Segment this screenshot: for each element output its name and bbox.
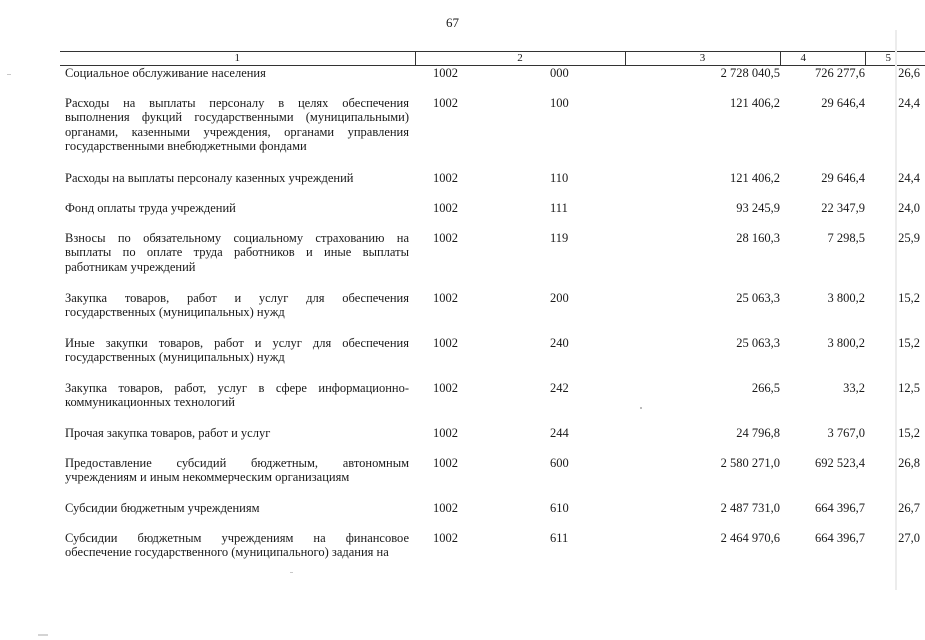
row-col5-cell: 15,2 <box>898 290 920 305</box>
row-section-cell: 1002 <box>433 95 458 110</box>
row-col3-cell: 28 160,3 <box>736 230 780 245</box>
row-name-cell: Субсидии бюджетным учреждениям <box>65 500 260 515</box>
row-col5-cell: 24,4 <box>898 170 920 185</box>
budget-table <box>60 51 925 571</box>
row-col3-cell: 121 406,2 <box>730 170 780 185</box>
row-name-cell: Закупка товаров, работ, услуг в сфере информационно-коммуникационных технологий <box>65 380 409 409</box>
row-col5-cell: 24,4 <box>898 95 920 110</box>
row-col4-cell: 3 800,2 <box>827 290 865 305</box>
row-col3-cell: 2 728 040,5 <box>720 66 780 80</box>
row-col5-cell: 25,9 <box>898 230 920 245</box>
table-row <box>60 426 925 456</box>
row-col5-cell: 27,0 <box>898 530 920 545</box>
row-name-cell: Иные закупки товаров, работ и услуг для обеспечения государственных (муниципальных) нужд <box>65 335 409 364</box>
row-name-cell: Прочая закупка товаров, работ и услуг <box>65 425 271 440</box>
row-type-cell: 240 <box>550 335 569 350</box>
row-col4-cell: 33,2 <box>843 380 865 395</box>
row-col3-cell: 266,5 <box>751 380 780 395</box>
table-row <box>60 231 925 291</box>
row-type-cell: 000 <box>550 66 569 80</box>
row-col3-cell: 93 245,9 <box>736 200 780 215</box>
header-col-4: 4 <box>780 52 865 66</box>
table-header <box>60 52 925 66</box>
table-body <box>60 66 925 571</box>
row-col3-cell: 2 580 271,0 <box>720 455 780 470</box>
row-col5-cell: 12,5 <box>898 380 920 395</box>
row-type-cell: 110 <box>550 170 569 185</box>
row-col5-cell: 26,6 <box>898 66 920 80</box>
row-col3-cell: 2 464 970,6 <box>720 530 780 545</box>
row-col5-cell: 15,2 <box>898 335 920 350</box>
row-type-cell: 242 <box>550 380 569 395</box>
row-col3-cell: 25 063,3 <box>736 335 780 350</box>
header-col-3: 3 <box>625 52 780 66</box>
row-section-cell: 1002 <box>433 66 458 80</box>
table-row <box>60 96 925 171</box>
row-col3-cell: 2 487 731,0 <box>720 500 780 515</box>
row-type-cell: 600 <box>550 455 569 470</box>
row-name-cell: Субсидии бюджетным учреждениям на финансовое обеспечение государственного (муниципального) задания на <box>65 530 409 559</box>
row-col5-cell: 15,2 <box>898 425 920 440</box>
row-section-cell: 1002 <box>433 290 458 305</box>
row-name-cell: Фонд оплаты труда учреждений <box>65 200 236 215</box>
header-col-2: 2 <box>415 52 625 66</box>
row-col5-cell: 26,7 <box>898 500 920 515</box>
header-col-1: 1 <box>60 52 415 66</box>
row-col4-cell: 22 347,9 <box>821 200 865 215</box>
row-section-cell: 1002 <box>433 200 458 215</box>
row-name-cell: Расходы на выплаты персоналу казенных учреждений <box>65 170 354 185</box>
row-name-cell: Предоставление субсидий бюджетным, автономным учреждениям и иным некоммерческим организациям <box>65 455 409 484</box>
scan-speck <box>7 74 11 75</box>
table-row <box>60 381 925 426</box>
scan-edge-shadow <box>895 30 897 590</box>
row-section-cell: 1002 <box>433 425 458 440</box>
row-col4-cell: 3 767,0 <box>827 425 865 440</box>
row-name-cell: Социальное обслуживание населения <box>65 66 266 80</box>
table-row <box>60 171 925 201</box>
row-col3-cell: 121 406,2 <box>730 95 780 110</box>
row-col4-cell: 726 277,6 <box>815 66 865 80</box>
scan-speck <box>290 572 293 573</box>
table-row <box>60 66 925 96</box>
scan-speck <box>38 634 48 636</box>
row-type-cell: 119 <box>550 230 569 245</box>
row-section-cell: 1002 <box>433 380 458 395</box>
row-type-cell: 111 <box>550 200 568 215</box>
row-col3-cell: 24 796,8 <box>736 425 780 440</box>
row-name-cell: Взносы по обязательному социальному страхованию на выплаты по оплате труда работников и иные выплаты работникам учреждений <box>65 230 409 274</box>
row-section-cell: 1002 <box>433 230 458 245</box>
table-row <box>60 201 925 231</box>
row-type-cell: 200 <box>550 290 569 305</box>
table-row <box>60 531 925 571</box>
page-number: 67 <box>446 15 459 30</box>
header-col-5: 5 <box>865 52 925 66</box>
row-col4-cell: 664 396,7 <box>815 500 865 515</box>
row-section-cell: 1002 <box>433 335 458 350</box>
row-section-cell: 1002 <box>433 500 458 515</box>
table-row <box>60 291 925 336</box>
row-col4-cell: 7 298,5 <box>827 230 865 245</box>
row-col4-cell: 692 523,4 <box>815 455 865 470</box>
row-col5-cell: 26,8 <box>898 455 920 470</box>
row-name-cell: Расходы на выплаты персоналу в целях обеспечения выполнения фукций государственными (муниципальными) органами, казенными учреждения, органами управления государственными внебюджетными фондами <box>65 95 409 153</box>
row-type-cell: 611 <box>550 530 569 545</box>
table-row <box>60 501 925 531</box>
row-section-cell: 1002 <box>433 530 458 545</box>
row-col4-cell: 3 800,2 <box>827 335 865 350</box>
row-col4-cell: 29 646,4 <box>821 170 865 185</box>
scan-speck <box>640 407 642 409</box>
row-col4-cell: 664 396,7 <box>815 530 865 545</box>
row-col3-cell: 25 063,3 <box>736 290 780 305</box>
row-section-cell: 1002 <box>433 170 458 185</box>
table-row <box>60 336 925 381</box>
row-section-cell: 1002 <box>433 455 458 470</box>
row-col5-cell: 24,0 <box>898 200 920 215</box>
row-type-cell: 610 <box>550 500 569 515</box>
row-name-cell: Закупка товаров, работ и услуг для обеспечения государственных (муниципальных) нужд <box>65 290 409 319</box>
table-row <box>60 456 925 501</box>
row-type-cell: 100 <box>550 95 569 110</box>
row-col4-cell: 29 646,4 <box>821 95 865 110</box>
row-type-cell: 244 <box>550 425 569 440</box>
